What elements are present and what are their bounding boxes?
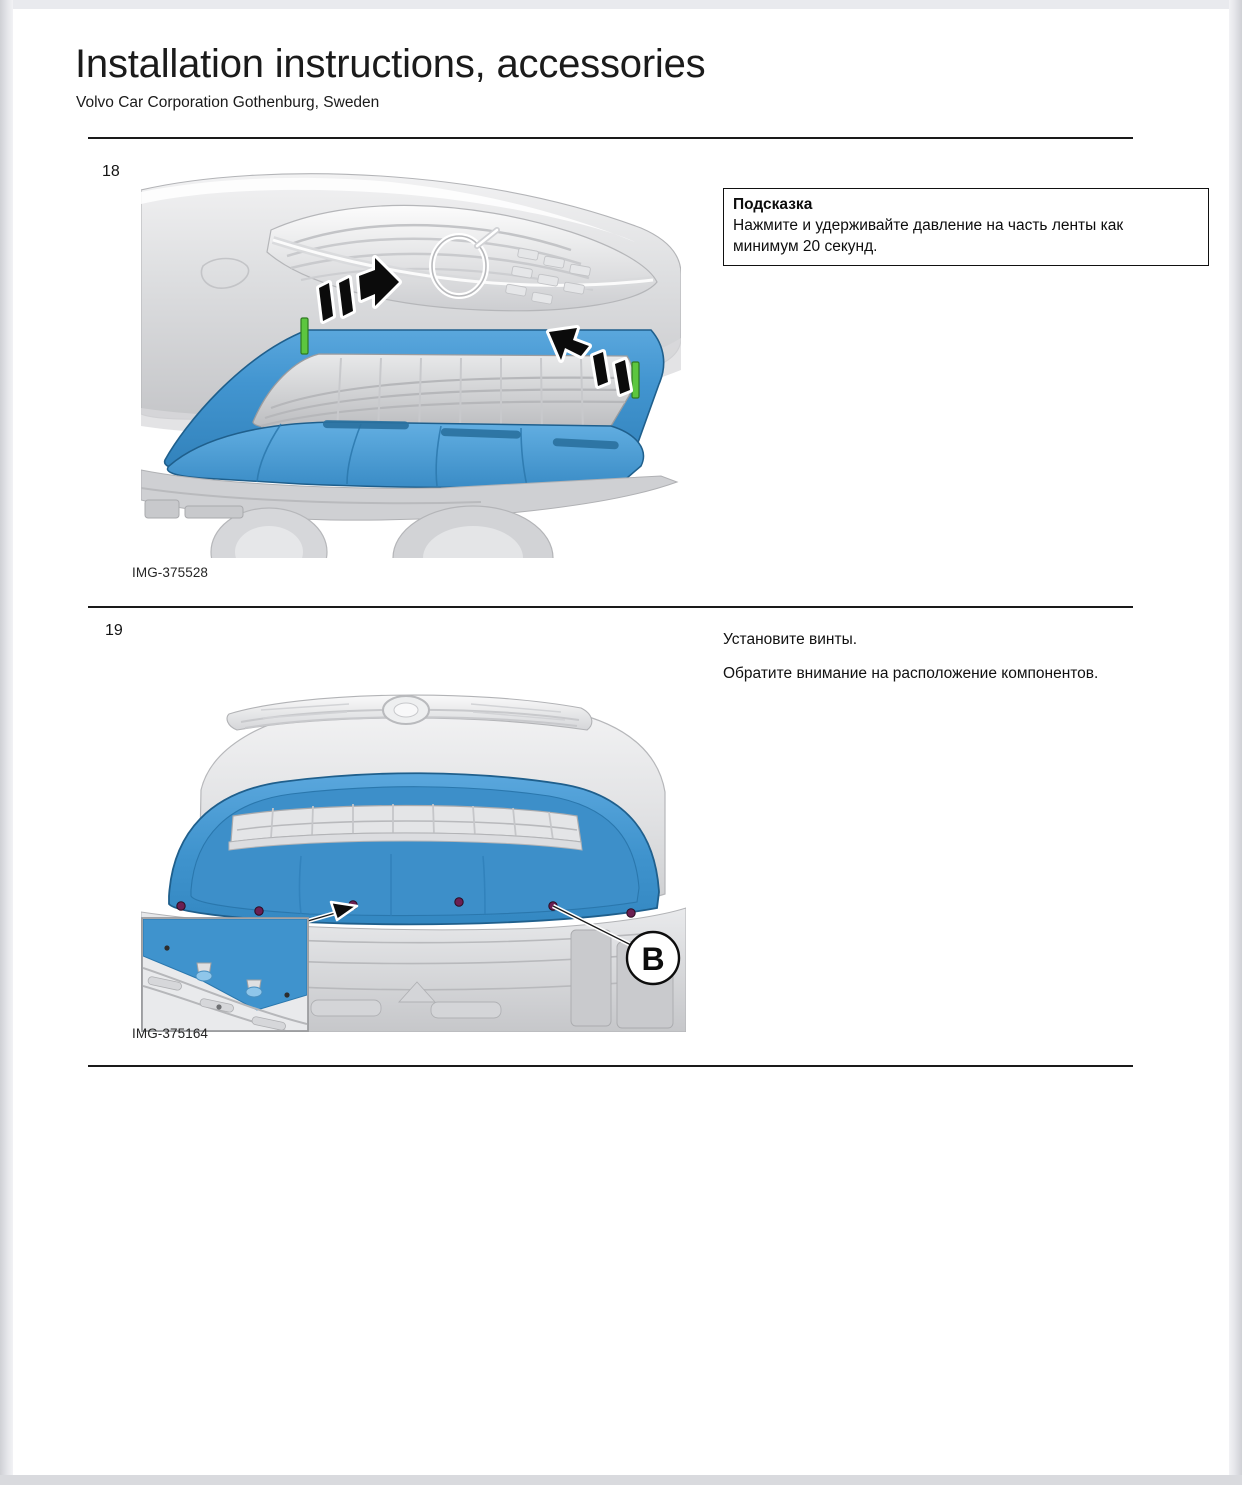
image-caption-19: IMG-375164 xyxy=(132,1026,209,1041)
step-19-instruction-2: Обратите внимание на расположение компонентов. xyxy=(723,665,1099,682)
detail-inset-panel xyxy=(142,918,308,1032)
illustration-step-18 xyxy=(141,170,681,558)
callout-b xyxy=(627,932,679,984)
image-caption-18: IMG-375528 xyxy=(132,565,209,580)
page-edge-left xyxy=(0,0,13,1485)
tape-strip-right xyxy=(632,362,639,398)
page-title: Installation instructions, accessories xyxy=(75,42,706,86)
document-page xyxy=(13,9,1229,1475)
tape-strip-left xyxy=(301,318,308,354)
divider-top xyxy=(88,137,1133,139)
tip-body: Нажмите и удерживайте давление на часть ленты как минимум 20 секунд. xyxy=(733,217,1124,255)
divider-middle xyxy=(88,606,1133,608)
divider-bottom xyxy=(88,1065,1133,1067)
step-19-instruction-1: Установите винты. xyxy=(723,631,858,648)
tip-box xyxy=(723,188,1209,266)
tip-title: Подсказка xyxy=(733,196,813,213)
step-number-18: 18 xyxy=(102,163,120,180)
page-edge-bottom xyxy=(0,1475,1242,1485)
step-number-19: 19 xyxy=(105,622,123,639)
page-edge-right xyxy=(1229,0,1242,1485)
illustration-step-19 xyxy=(141,680,686,1032)
svg-text:B: B xyxy=(641,941,665,977)
page-edge-top xyxy=(0,0,1242,9)
page-subtitle: Volvo Car Corporation Gothenburg, Sweden xyxy=(76,94,380,111)
